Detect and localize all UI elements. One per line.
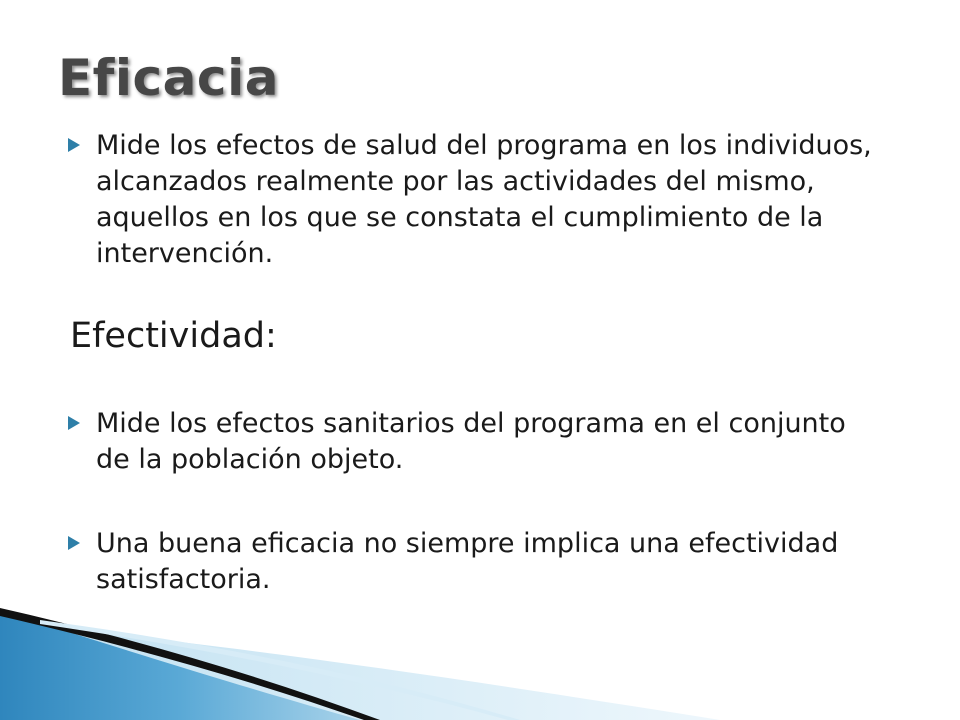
bullet-item bbox=[68, 128, 888, 272]
bullet-text: Mide los efectos sanitarios del programa en el conjunto de la población objeto. bbox=[96, 408, 846, 475]
triangle-right-icon bbox=[68, 406, 82, 442]
triangle-right-icon bbox=[68, 128, 82, 164]
triangle-right-icon bbox=[68, 526, 82, 562]
bullet-text: Una buena eficacia no siempre implica una efectividad satisfactoria. bbox=[96, 528, 839, 595]
slide-body bbox=[68, 128, 888, 598]
slide-title: Eficacia bbox=[58, 49, 279, 107]
decorative-swoosh bbox=[0, 580, 960, 720]
subheading-efectividad: Efectividad: bbox=[70, 316, 277, 356]
bullet-item bbox=[68, 406, 888, 478]
bullet-text: Mide los efectos de salud del programa en los individuos, alcanzados realmente por las actividades del mismo, aquellos en los que se constata el cumplimiento de la intervención. bbox=[96, 130, 872, 269]
